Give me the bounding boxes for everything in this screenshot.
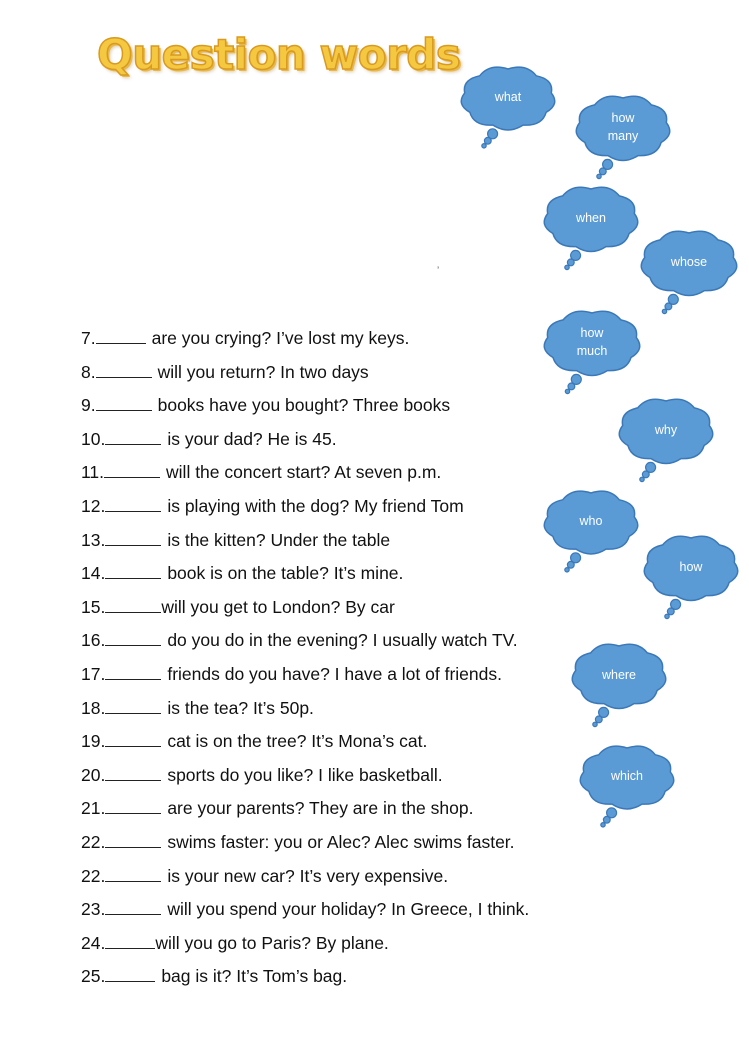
question-text: is playing with the dog? My friend Tom: [167, 496, 464, 516]
answer-blank[interactable]: [105, 430, 161, 445]
question-row: [81, 765, 443, 786]
question-row: [81, 462, 441, 483]
answer-blank[interactable]: [96, 329, 146, 344]
answer-blank[interactable]: [105, 799, 161, 814]
word-bubble-which: [579, 745, 675, 829]
bubble-word: whose: [670, 254, 708, 269]
question-text: will you get to London? By car: [161, 596, 395, 617]
word-bubble-what: [460, 66, 556, 150]
question-row: [81, 664, 502, 685]
question-text: swims faster: you or Alec? Alec swims faster.: [167, 832, 515, 852]
question-text: do you do in the evening? I usually watch TV.: [167, 630, 518, 651]
question-row: [81, 899, 529, 920]
question-number: 9.: [81, 395, 96, 416]
question-number: 22.: [81, 865, 106, 886]
stray-mark: ʼ: [437, 266, 440, 277]
question-number: 20.: [81, 764, 106, 785]
word-bubble-how-much: [543, 310, 641, 396]
question-number: 18.: [81, 697, 106, 718]
word-bubble-whose: [640, 230, 738, 316]
bubble-word: why: [654, 422, 678, 437]
question-number: 14.: [81, 563, 106, 584]
question-text: friends do you have? I have a lot of friends.: [167, 664, 502, 684]
bubble-word: how much: [576, 325, 608, 358]
answer-blank[interactable]: [105, 598, 161, 613]
word-bubble-how: [643, 535, 739, 621]
word-bubble-when: [543, 186, 639, 272]
answer-blank[interactable]: [105, 732, 161, 747]
answer-blank[interactable]: [105, 631, 161, 646]
question-number: 12.: [81, 496, 106, 516]
answer-blank[interactable]: [105, 934, 155, 949]
question-number: 15.: [81, 596, 106, 617]
answer-blank[interactable]: [105, 833, 161, 848]
word-bubble-who: [543, 490, 639, 574]
question-row: [81, 362, 369, 383]
question-row: [81, 731, 427, 752]
word-bubble-how-many: [575, 95, 671, 181]
answer-blank[interactable]: [105, 867, 161, 882]
question-row: [81, 530, 390, 551]
question-row: [81, 832, 515, 853]
question-row: [81, 597, 395, 618]
question-text: cat is on the tree? It’s Mona’s cat.: [167, 731, 428, 752]
question-row: [81, 630, 518, 651]
answer-blank[interactable]: [96, 363, 152, 378]
question-number: 19.: [81, 731, 106, 752]
question-text: is your dad? He is 45.: [167, 428, 337, 449]
question-text: will you spend your holiday? In Greece, I think.: [167, 899, 530, 920]
question-text: book is on the table? It’s mine.: [167, 563, 404, 584]
question-row: [81, 866, 448, 887]
question-text: are you crying? I’ve lost my keys.: [151, 328, 410, 348]
bubble-word: who: [579, 514, 603, 529]
answer-blank[interactable]: [105, 967, 155, 982]
bubble-word: how many: [607, 110, 639, 143]
question-row: [81, 966, 347, 987]
question-row: [81, 328, 409, 349]
answer-blank[interactable]: [105, 564, 161, 579]
question-text: will the concert start? At seven p.m.: [166, 462, 442, 483]
bubble-word: where: [601, 667, 637, 682]
page-title: Question words: [97, 30, 461, 79]
bubble-word: how: [679, 559, 703, 574]
question-text: will you go to Paris? By plane.: [155, 932, 389, 953]
question-text: is the kitten? Under the table: [167, 529, 391, 550]
question-number: 8.: [81, 361, 96, 382]
answer-blank[interactable]: [105, 531, 161, 546]
question-row: [81, 496, 464, 517]
answer-blank[interactable]: [105, 665, 161, 680]
question-text: are your parents? They are in the shop.: [167, 798, 474, 819]
question-number: 23.: [81, 899, 106, 920]
question-row: [81, 395, 450, 416]
question-number: 16.: [81, 630, 106, 651]
bubble-word: what: [494, 90, 522, 105]
question-row: [81, 798, 473, 819]
question-number: 13.: [81, 529, 106, 550]
question-text: is your new car? It’s very expensive.: [167, 865, 449, 886]
question-text: is the tea? It’s 50p.: [167, 697, 314, 718]
question-text: bag is it? It’s Tom’s bag.: [161, 966, 348, 987]
question-text: sports do you like? I like basketball.: [167, 764, 443, 785]
question-number: 10.: [81, 428, 106, 449]
question-row: [81, 429, 337, 450]
question-number: 17.: [81, 664, 106, 684]
answer-blank[interactable]: [105, 497, 161, 512]
answer-blank[interactable]: [104, 463, 160, 478]
question-row: [81, 698, 314, 719]
question-number: 25.: [81, 966, 106, 987]
question-number: 21.: [81, 798, 106, 819]
bubble-word: which: [611, 769, 643, 784]
answer-blank[interactable]: [105, 699, 161, 714]
word-bubble-why: [618, 398, 714, 484]
answer-blank[interactable]: [105, 766, 161, 781]
answer-blank[interactable]: [96, 396, 152, 411]
word-bubble-where: [571, 643, 667, 729]
question-number: 7.: [81, 328, 96, 348]
question-number: 22.: [81, 832, 106, 852]
question-text: will you return? In two days: [157, 361, 369, 382]
question-number: 11.: [81, 462, 105, 483]
answer-blank[interactable]: [105, 900, 161, 915]
question-number: 24.: [81, 932, 106, 953]
question-row: [81, 563, 403, 584]
question-row: [81, 933, 389, 954]
bubble-word: when: [576, 210, 606, 225]
question-text: books have you bought? Three books: [157, 395, 451, 416]
